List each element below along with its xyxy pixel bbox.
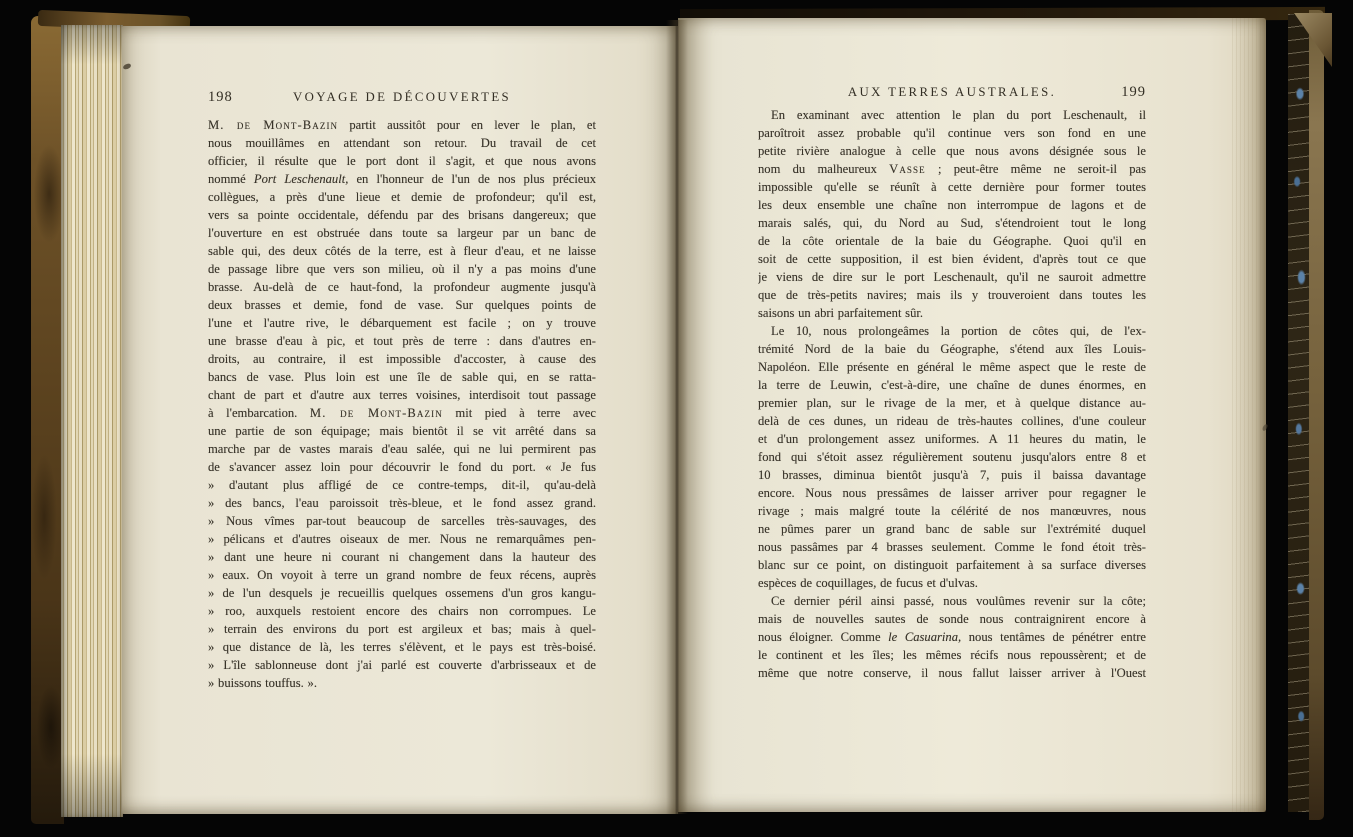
text-line: et d'un prolongement assez uniformes. A 11 heures du matin, le <box>758 432 1146 446</box>
text-line: trémité Nord de la baie du Géographe, s'étend aux îles Louis- <box>758 342 1146 356</box>
text-line: paroîtroit assez probable qu'il continue vers son fond en une <box>758 126 1146 140</box>
ink-speck <box>122 63 131 70</box>
text-line: » terrain des environs du port est argileux et bas; mais à quel- <box>208 622 596 636</box>
text-line: à l'embarcation. M. de Mont-Bazin mit pied à terre avec <box>208 406 596 420</box>
page-number: 198 <box>208 89 233 105</box>
text-line: ne pûmes parer un grand banc de sable sur l'extrémité duquel <box>758 522 1146 536</box>
text-line: 10 brasses, diminua bientôt jusqu'à 7, puis il baissa davantage <box>758 468 1146 482</box>
text-line: nom du malheureux Vasse ; peut-être même ne seroit-il pas <box>758 162 1146 176</box>
text-line: nous passâmes par 4 brasses seulement. Comme le fond étoit très- <box>758 540 1146 554</box>
text-line: M. de Mont-Bazin partit aussitôt pour en lever le plan, et <box>208 118 596 132</box>
text-line: » L'île sablonneuse dont j'ai parlé est couverte d'arbrisseaux et de <box>208 658 596 672</box>
text-line: fond qui s'étoit assez régulièrement soutenu jusqu'alors entre 8 et <box>758 450 1146 464</box>
text-line: chant de part et d'autre aux terres voisines, interdisoit tout passage <box>208 388 596 402</box>
text-line: blanc sur ce point, on distinguoit parfaitement à sa surface diverses <box>758 558 1146 572</box>
left-page <box>122 26 678 814</box>
text-line: marche par de vastes marais d'eau salée, qui ne lui permirent pas <box>208 442 596 456</box>
text-line: soit de cette supposition, il est bien évident, d'après tout ce que <box>758 252 1146 266</box>
text-line: sable qui, des deux côtés de la terre, est à fleur d'eau, et ne laisse <box>208 244 596 258</box>
text-line: nommé Port Leschenault, en l'honneur de l'un de nos plus précieux <box>208 172 596 186</box>
text-line: » roo, auxquels restoient encore des chairs non corrompues. Le <box>208 604 596 618</box>
text-line: brasse. Au-delà de ce haut-fond, la profondeur augmente jusqu'à <box>208 280 596 294</box>
text-line: droits, au contraire, il est impossible d'accoster, à cause des <box>208 352 596 366</box>
text-line: bancs de vase. Plus loin est une île de sable qui, en se ratta- <box>208 370 596 384</box>
book-cover-left-edge <box>31 16 64 824</box>
left-page-header <box>208 90 596 110</box>
text-line: En examinant avec attention le plan du port Leschenault, il <box>771 108 1146 122</box>
text-line: » Nous vîmes par-tout beaucoup de sarcelles très-sauvages, des <box>208 514 596 528</box>
left-page-text <box>208 116 596 692</box>
text-line: » des bancs, l'eau paroissoit très-bleue, et le fond assez grand. <box>208 496 596 510</box>
text-line: premier plan, sur le rivage de la mer, et à quelque distance au- <box>758 396 1146 410</box>
text-line: » pélicans et d'autres oiseaux de mer. Nous ne remarquâmes pen- <box>208 532 596 546</box>
text-line: deux brasses et demie, fond de vase. Sur quelques points de <box>208 298 596 312</box>
text-line: nous mouillâmes en attendant son retour. Du travail de cet <box>208 136 596 150</box>
text-line: » buissons touffus. ». <box>208 676 317 690</box>
text-line: nous éloigner. Comme le Casuarina, nous tentâmes de pénétrer entre <box>758 630 1146 644</box>
text-line: encore. Nous nous pressâmes de laisser arriver pour regagner le <box>758 486 1146 500</box>
text-line: mais de nouvelles sautes de sonde nous contraignirent encore à <box>758 612 1146 626</box>
running-title: AUX TERRES AUSTRALES. <box>847 85 1057 99</box>
right-page-text <box>758 106 1146 682</box>
text-line: les deux ensemble une chaîne non interrompue de lagons et de <box>758 198 1146 212</box>
text-line: » eaux. On voyoit à terre un grand nombre de feux récens, auprès <box>208 568 596 582</box>
text-line: » de l'un desquels je recueillis quelques ossemens d'un gros kangu- <box>208 586 596 600</box>
text-line: Le 10, nous prolongeâmes la portion de côtes qui, de l'ex- <box>771 324 1146 338</box>
text-line: de la côte orientale de la baie du Géographe. Quoi qu'il en <box>758 234 1146 248</box>
text-line: de passage libre que vers son milieu, où il n'y a pas moins d'une <box>208 262 596 276</box>
text-line: marais salés, qui, du Nord au Sud, s'étendroient tout le long <box>758 216 1146 230</box>
right-page <box>678 18 1266 812</box>
text-line: le continent et les îles; les mêmes récifs nous repoussèrent; et de <box>758 648 1146 662</box>
text-line: même que notre conserve, il nous fallut laisser arriver à l'Ouest <box>758 666 1146 680</box>
text-line: petite rivière analogue à celle que nous avons désignée sous le <box>758 144 1146 158</box>
book-cover-right-edge <box>1309 10 1324 820</box>
text-line: rivage ; mais malgré toute la célérité de nos manœuvres, nous <box>758 504 1146 518</box>
text-line: » que distance de là, les terres s'élèvent, et le pays est très-boisé. <box>208 640 596 654</box>
text-line: je viens de dire sur le port Leschenault, qu'il ne sauroit admettre <box>758 270 1146 284</box>
text-line: espèces de coquillages, de fucus et d'ulvas. <box>758 576 978 590</box>
text-line: l'ouverture en est obstruée dans toute sa largeur par un banc de <box>208 226 596 240</box>
text-line: que de très-petits navires; mais ils y trouveroient dans toutes les <box>758 288 1146 302</box>
text-line: vers sa pointe occidentale, défendu par des brisans dangereux; que <box>208 208 596 222</box>
running-title: VOYAGE DE DÉCOUVERTES <box>292 90 512 104</box>
text-line: la terre de Leuwin, c'est-à-dire, une chaîne de dunes énormes, en <box>758 378 1146 392</box>
text-line: saisons un abri parfaitement sûr. <box>758 306 924 320</box>
text-line: delà de ces dunes, un rideau de très-hautes collines, d'une couleur <box>758 414 1146 428</box>
text-line: officier, il résulte que le port dont il s'agit, et que nous avons <box>208 154 596 168</box>
page-curl-edge <box>1232 18 1266 812</box>
text-line: » dant une heure ni courant ni changement dans la hauteur des <box>208 550 596 564</box>
text-line: impossible qu'elle se réunît à cette dernière pour former toutes <box>758 180 1146 194</box>
page-number: 199 <box>1121 84 1146 100</box>
text-line: l'une et l'autre rive, le débarquement est facile ; on y trouve <box>208 316 596 330</box>
text-line: » d'autant plus affligé de ce contre-temps, dit-il, qu'au-delà <box>208 478 596 492</box>
text-line: une brasse d'eau à pic, et tout près de terre : dans d'autres en- <box>208 334 596 348</box>
text-line: de s'avancer assez loin pour découvrir le fond du port. « Je fus <box>208 460 596 474</box>
right-page-header <box>758 85 1146 105</box>
book-fore-edge-pages <box>61 25 123 817</box>
text-line: une partie de son équipage; mais bientôt il se vit arrêté dans sa <box>208 424 596 438</box>
text-line: collègues, a près d'une lieue et demie de profondeur; qu'il est, <box>208 190 596 204</box>
book-gutter-shadow <box>666 20 688 814</box>
text-line: Ce dernier péril ainsi passé, nous voulûmes revenir sur la côte; <box>771 594 1146 608</box>
text-line: Napoléon. Elle présente en général le même aspect que le reste de <box>758 360 1146 374</box>
